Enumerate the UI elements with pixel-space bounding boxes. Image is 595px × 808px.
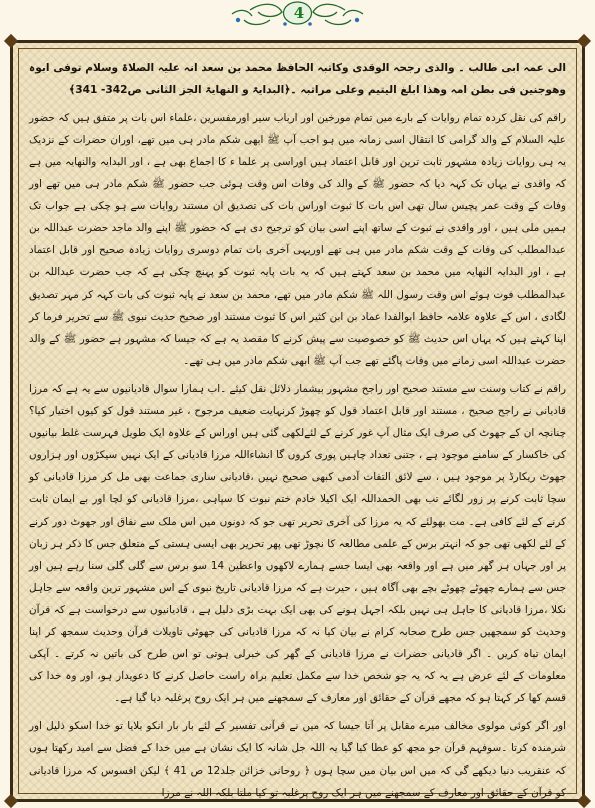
arabic-citation-paragraph: الی عمہ ابی طالب ۔ والذی رجحہ الوقدی وکاتبہ الحافظ محمد بن سعد انہ علیہ الصلاۃ وسلام توفی ابوہ وھوجنین فی بطن امہ وھذا ابلغ الیتیم وعلی مراتبہ ۔﴿البدایۃ و النھایۃ الجز الثانی ص342- 341﴾ [29,62,566,97]
body-paragraph: راقم کی نقل کردہ تمام روایات کے بارے میں تمام مورخین اور ارباب سیر اورمفسرین ،علماء اس بات پر متفق ہیں کہ حضور علیہ السلام کے والد گرامی کا انتقال اسی زمانہ میں ہو اجب آپ ﷺ ابھی شکم مادر ہی میں تھے، اوران حضرات کے نزدیک یہ ہی روایات زیادہ مشہور ثابت ترین اور قابل اعتماد ہیں اوراسی پر علما ء کا اجماع بھی ہے ، اور البدایہ والنھایہ میں ہے کہ واقدی نے یہاں تک کہہ دیا کہ حضور ﷺ کے والد کی وفات اس وقت ہوئی جب حضور ﷺ شکم مادر ہی میں تھے اور وفات کے وقت عمر پچیس سال تھی اس بات کا ثبوت اوراس بات کی تصدیق ان مستند روایات سے ہو چکی ہے جواب تک ہمیں ملی ہیں ، اور واقدی نے ثبوت کے ساتھ اپنے اسی بیان کو ترجیح دی ہے کہ حضور ﷺ اپنے والد ماجد حضرت عبداللہ بن عبدالمطلب کی وفات کے وقت شکم مادر میں ہی تھے اوریہی آخری بات تمام دوسری روایات زیادہ صحیح اور قابل اعتماد ہے ، اور البدایہ النھایہ میں محمد بن سعد کہتے ہیں کہ یہ بات پایہ ثبوت کو پہنچ چکی ہے کہ جب حضرت عبداللہ بن عبدالمطلب فوت ہوئے اس وقت رسول اللہ ﷺ شکم مادر میں تھے، محمد بن سعد نے پایہ ثبوت کی بات کہہ کر مہر تصدیق لگادی ، اس کے علاوہ علامہ حافظ ابوالفدا عماد بن ابن کثیر اس کا ثبوت مستند اور صحیح حدیث نبوی ﷺ سے تحریر فرما کر اپنا کہتے ہیں کہ یہاں اس حدیث ﷺ کو خصوصیت سے پیش کرنے کا مقصد یہ ہے کہ جیسا کہ مشہور ہے حضور ﷺ کے والد حضرت عبداللہ اسی زمانے میں وفات پاگئے تھے جب آپ ﷺ ابھی شکم مادر میں ہی تھے۔ [29,111,566,367]
corner-ornament-top-right [577,34,591,48]
text-frame [10,40,585,802]
body-paragraph: اور اگر کوئی مولوی مخالف میرے مقابل پر آتا جیسا کہ میں نے قرآنی تفسیر کے لئے بار بار انکو بلایا تو خدا اسکو ذلیل اور شرمندہ کرتا ۔سوفہم قرآن جو مجھ کو عطا کیا گیا یہ اللہ جل شانہ کا ایک نشان ہے میں خدا کے فضل سے امید رکھتا ہوں کہ عنقریب دنیا دیکھے گی کہ میں اس بیان میں سچا ہوں ﴿ روحانی خزائن جلد12 ص 41 ﴾ لیکن افسوس کہ مرزا قادیانی کو قرآن کے حقائق اور معارف کے سمجھنے میں ہر ایک روح پرغلبہ تو کیا ملتا بلکہ اللہ نے مرزا [29,720,567,799]
corner-ornament-top-left [4,34,18,48]
page-number: 4 [293,4,305,22]
article-body [29,57,567,799]
body-paragraph: راقم نے کتاب وسنت سے مستند صحیح اور راجح مشہور بیشمار دلائل نقل کیئے ۔اب ہمارا سوال قادیانیوں سے یہ ہے کہ مرزا قادیانی نے راجح صحیح ، مستند اور قابل اعتماد قول کو چھوڑ کرنہایت ضعیف مرجوح ، غیر مستند قول کو کیوں اختیار کیا؟ چنانچہ ان کے جھوٹ کی صرف ایک مثال آپ غور کرنے کے لئےلکھی گئی ہیں اوراس کے علاوہ ایک طویل فہرست غلط بیانیوں کی خاکسار کے سامنے موجود ہے ، جتنی تعداد چاہیں پوری کروں گا انشاءاللہ مرزا قادیانی کے ایک نہیں سیکڑوں اور ہزاروں جھوٹ ریکارڈ پر موجود ہیں ، سے لائق التفات آدمی کبھی صحیح نہیں ،قادیانی ساری جماعت بھی مل کر مرزا قادیانی کو سچا ثابت کرنے پر زور لگائے تب بھی الحمداللہ ایک اکیلا خادم ختم نبوت کا سپاہی ،مرزا قادیانی کو لچا اور بے ایمان ثابت کرنے کے لئے کافی ہے۔ مت بھولئے کہ یہ مرزا کی آخری تحریر تھی جو کہ دونوں میں اس ملک سے نفاق اور جھوٹ دور کرنے کے لئے لکھی تھی جو کہ انہتر برس کے علمی مطالعہ کا نچوڑ تھی پھر تحریر بھی ایسی ہستی کے متعلق جس کا ذکر ہر زبان پر اور جہاں ہر گھر میں ہے اور واقعہ بھی ایسا جسے ہمارے لاکھوں واعظین 14 سو برس سے گلی گلی سنا رہے ہیں اور جس سے ہمارے چھوٹے چھوٹے بچے بھی آگاہ ہیں ، حیرت ہے کہ مرزا قادیانی تاریخ نبوی کے اس مشہور ترین واقعہ سے جاہل نکلا ،مرزا قادیانی کا جاہل ہی نہیں بلکہ اجہل ہونے کی بھی ایک بہت بڑی دلیل ہے ، قادیانیوں سے درخواست ہے کہ قرآن وحدیث کو سمجھیں جس طرح صحابہ کرام نے بیان کیا نہ کہ مرزا قادیانی کی جھوٹی تاویلات قرآن وحدیث سمجھ کر اپنا ایمان تباہ کریں ۔ اگر قادیانی حضرات نے مرزا قادیانی کے گھر کی خبرلی ہوتی تو اس طرح کی باتیں نہ کرتے ۔ آپکی معلومات کے لئے عرض ہے یہ کہ یہ جو شخص خدا سے مکمل تعلیم براہ راست حاصل کرنے کا دعویدار ہو، اور وہ خدا کی قسم کھا کر کہتا ہو کہ مجھے قرآن کے حقائق اور معارف کے سمجھنے میں ہر ایک روح پرغلبہ دیا گیا ہے۔ [29,382,566,705]
